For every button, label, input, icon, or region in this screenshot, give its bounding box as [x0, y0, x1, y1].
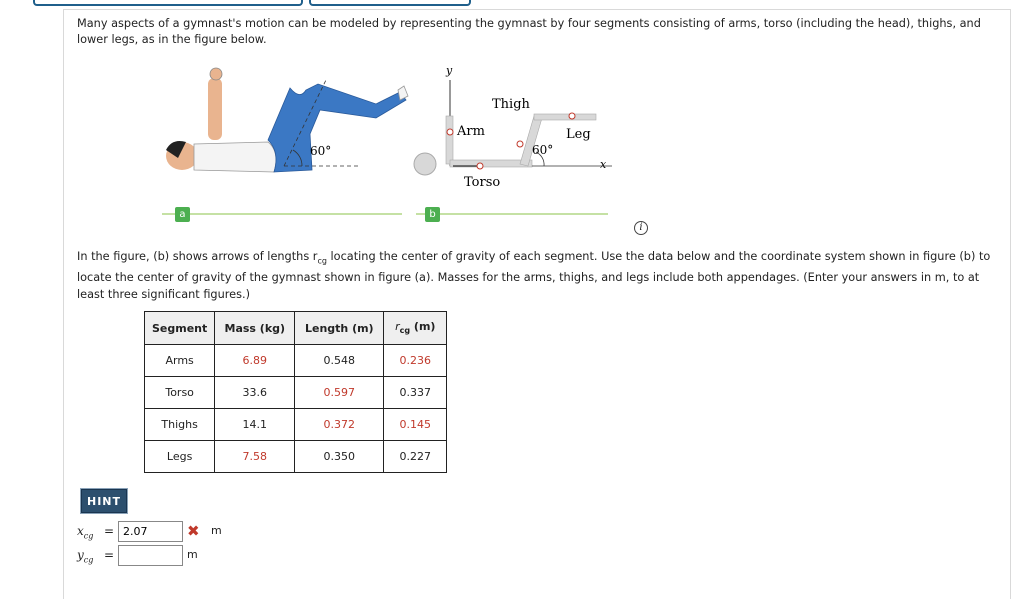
arm-label: Arm [457, 124, 485, 139]
instructions-subscript: cg [317, 256, 327, 266]
angle-a-label: 60° [310, 144, 332, 158]
y-var: y [77, 548, 84, 562]
cell-mass: 33.6 [215, 377, 295, 409]
y-cg-answer-row [77, 545, 277, 567]
header-segment: Segment [145, 312, 215, 345]
top-tab-left[interactable] [33, 0, 303, 6]
axis-x-label: x [600, 158, 607, 171]
angle-b-label: 60° [532, 143, 554, 157]
table-row [145, 441, 447, 473]
header-rcg-sub: cg [399, 326, 411, 336]
x-var: x [77, 524, 84, 538]
thigh-label: Thigh [492, 97, 530, 112]
gymnast-figure [150, 60, 620, 230]
info-icon[interactable]: i [634, 221, 648, 235]
cell-segment: Torso [145, 377, 215, 409]
gymnast-illustration [166, 68, 408, 172]
table-header-row [145, 312, 447, 345]
cell-segment: Thighs [145, 409, 215, 441]
incorrect-icon: ✖ [187, 522, 200, 540]
leg-label: Leg [566, 127, 591, 142]
header-length: Length (m) [295, 312, 384, 345]
y-var-sub: cg [83, 555, 94, 565]
cell-rcg: 0.227 [384, 441, 447, 473]
y-equals: = [104, 548, 115, 562]
header-rcg-symbol: r [395, 320, 400, 334]
x-equals: = [104, 524, 115, 538]
cell-rcg: 0.236 [384, 345, 447, 377]
header-rcg-unit: (m) [410, 320, 436, 334]
figure-label-b: b [425, 207, 440, 222]
figure-label-a: a [175, 207, 190, 222]
cell-rcg: 0.145 [384, 409, 447, 441]
torso-label: Torso [464, 175, 501, 190]
cell-length: 0.350 [295, 441, 384, 473]
table-row [145, 377, 447, 409]
instructions-text [77, 248, 997, 303]
intro-text: Many aspects of a gymnast's motion can be modeled by representing the gymnast by four segments consisting of arms, torso (including the head), thighs, and lower legs, as in the figure below. [77, 17, 981, 46]
table-row [145, 409, 447, 441]
hint-button[interactable]: HINT [81, 489, 127, 513]
cell-length: 0.372 [295, 409, 384, 441]
top-tab-right[interactable] [309, 0, 471, 6]
cell-segment: Legs [145, 441, 215, 473]
figure [150, 60, 620, 230]
y-unit: m [187, 548, 198, 561]
cell-length: 0.548 [295, 345, 384, 377]
x-cg-label [77, 524, 93, 540]
cell-length: 0.597 [295, 377, 384, 409]
table-row [145, 345, 447, 377]
cell-segment: Arms [145, 345, 215, 377]
header-mass: Mass (kg) [215, 312, 295, 345]
x-unit: m [211, 524, 222, 537]
instructions-part-1: In the figure, (b) shows arrows of lengths r [77, 250, 318, 263]
instructions-part-2: locating the center of gravity of each segment. Use the data below and the coordinate system shown in figure (b) to locate the center of gravity of the gymnast shown in figure (a). Masses for the arms, thighs, and legs include both appendages. (Enter your answers in m, to at least three significant figures.) [77, 250, 991, 302]
x-cg-input[interactable] [118, 521, 183, 542]
x-cg-answer-row [77, 521, 277, 543]
segment-data-table [144, 311, 447, 473]
axis-y-label: y [446, 64, 453, 77]
x-var-sub: cg [83, 531, 94, 541]
cell-mass: 14.1 [215, 409, 295, 441]
header-rcg [384, 312, 447, 345]
cell-mass: 7.58 [215, 441, 295, 473]
y-cg-label [77, 548, 93, 564]
cell-mass: 6.89 [215, 345, 295, 377]
y-cg-input[interactable] [118, 545, 183, 566]
cell-rcg: 0.337 [384, 377, 447, 409]
